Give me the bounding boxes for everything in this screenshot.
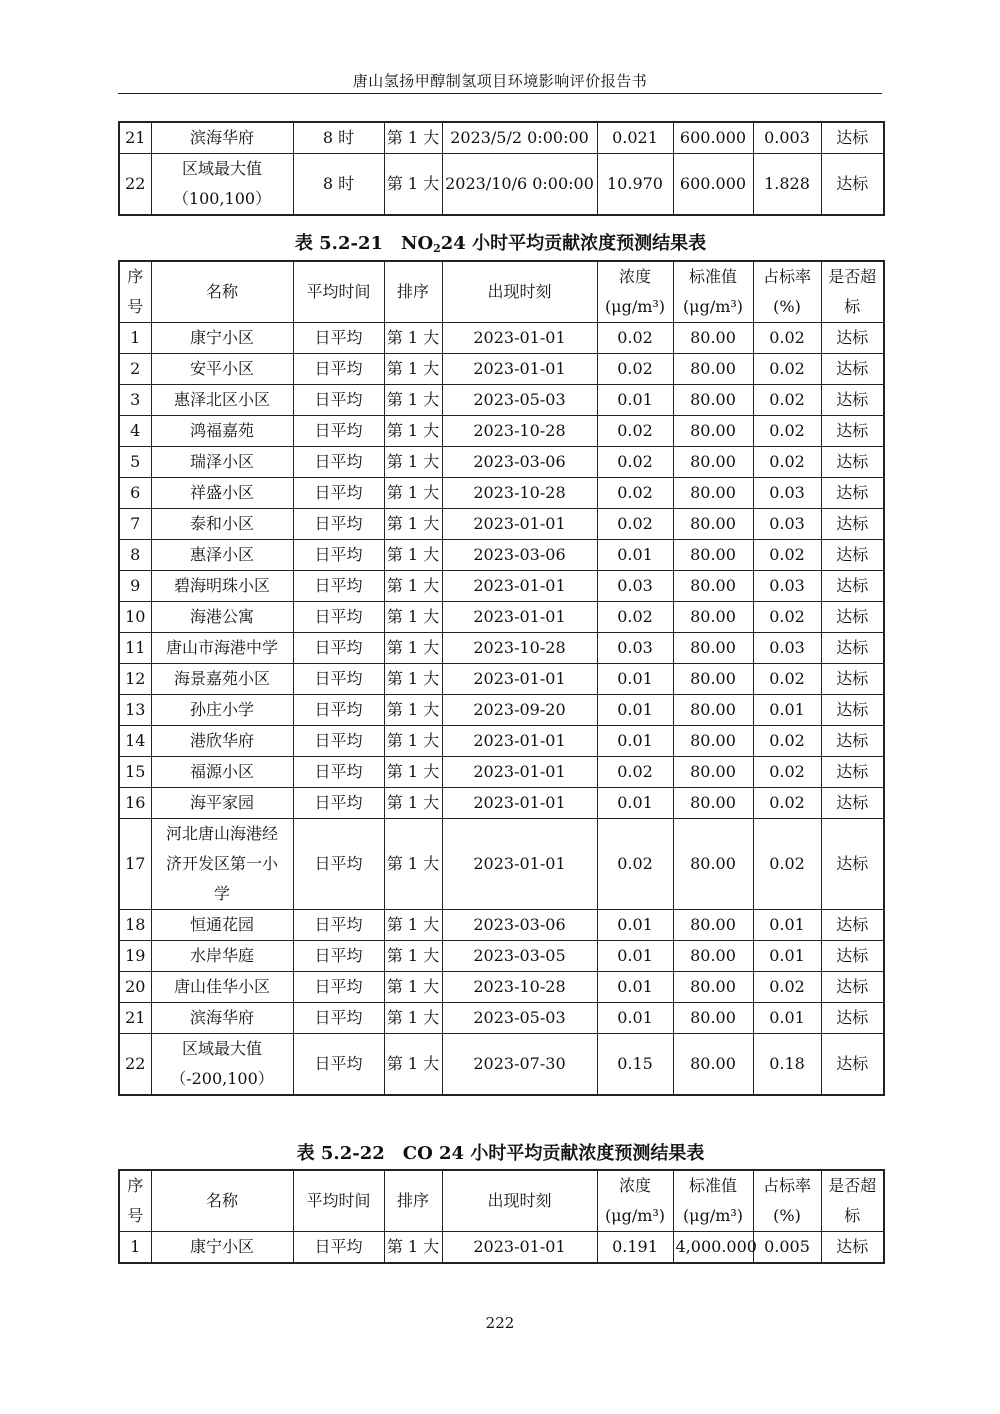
cell-time: 2023-05-03 [442, 385, 597, 416]
cell-rank: 第 1 大 [384, 122, 442, 154]
cell-std: 4,000.000 [673, 1232, 753, 1264]
cell-time: 2023-01-01 [442, 1232, 597, 1264]
column-header-rank: 排序 [384, 261, 442, 323]
cell-rank: 第 1 大 [384, 447, 442, 478]
cell-avg: 日平均 [293, 447, 384, 478]
column-header-name: 名称 [151, 261, 293, 323]
column-header-conc: 浓度 (μg/m³) [597, 1170, 673, 1232]
cell-name: 瑞泽小区 [151, 447, 293, 478]
table-row [119, 540, 884, 571]
table-row [119, 757, 884, 788]
cell-avg: 日平均 [293, 478, 384, 509]
cell-std: 80.00 [673, 354, 753, 385]
cell-ratio: 0.02 [753, 788, 821, 819]
cell-ratio: 0.03 [753, 478, 821, 509]
cell-ratio: 0.02 [753, 385, 821, 416]
table-row [119, 323, 884, 354]
cell-no: 4 [119, 416, 151, 447]
cell-std: 80.00 [673, 416, 753, 447]
cell-name: 区域最大值 （-200,100） [151, 1034, 293, 1096]
cell-rank: 第 1 大 [384, 788, 442, 819]
cell-result: 达标 [821, 571, 884, 602]
cell-ratio: 0.02 [753, 726, 821, 757]
table-row [119, 695, 884, 726]
cell-result: 达标 [821, 941, 884, 972]
cell-conc: 0.02 [597, 509, 673, 540]
cell-std: 80.00 [673, 633, 753, 664]
cell-no: 6 [119, 478, 151, 509]
header-rule [118, 93, 882, 94]
column-header-no: 序 号 [119, 1170, 151, 1232]
table-row [119, 941, 884, 972]
cell-no: 16 [119, 788, 151, 819]
cell-ratio: 0.02 [753, 664, 821, 695]
table-row [119, 1003, 884, 1034]
cell-std: 80.00 [673, 571, 753, 602]
table-continued [118, 121, 885, 216]
table-1-caption: 表 5.2-21 $NO_224$ 小时平均贡献浓度预测结果表 [294, 233, 707, 255]
cell-avg: 日平均 [293, 910, 384, 941]
cell-time: 2023-03-05 [442, 941, 597, 972]
cell-conc: 0.01 [597, 972, 673, 1003]
cell-ratio: 0.03 [753, 509, 821, 540]
cell-avg: 日平均 [293, 540, 384, 571]
cell-result: 达标 [821, 1003, 884, 1034]
cell-no: 2 [119, 354, 151, 385]
column-header-conc: 浓度 (μg/m³) [597, 261, 673, 323]
cell-rank: 第 1 大 [384, 910, 442, 941]
cell-avg: 8 时 [293, 154, 384, 216]
cell-result: 达标 [821, 154, 884, 216]
cell-conc: 0.02 [597, 416, 673, 447]
cell-rank: 第 1 大 [384, 354, 442, 385]
cell-avg: 8 时 [293, 122, 384, 154]
cell-std: 80.00 [673, 509, 753, 540]
cell-name: 唐山佳华小区 [151, 972, 293, 1003]
cell-ratio: 0.003 [753, 122, 821, 154]
cell-std: 80.00 [673, 819, 753, 910]
cell-conc: 0.03 [597, 571, 673, 602]
cell-ratio: 0.01 [753, 910, 821, 941]
table-row [119, 509, 884, 540]
document-header: 唐山氢扬甲醇制氢项目环境影响评价报告书 [352, 72, 648, 90]
cell-result: 达标 [821, 509, 884, 540]
cell-std: 80.00 [673, 540, 753, 571]
cell-ratio: 0.02 [753, 757, 821, 788]
cell-avg: 日平均 [293, 602, 384, 633]
cell-time: 2023-01-01 [442, 757, 597, 788]
cell-name: 唐山市海港中学 [151, 633, 293, 664]
cell-ratio: 0.02 [753, 416, 821, 447]
column-header-ratio: 占标率 (%) [753, 1170, 821, 1232]
cell-ratio: 0.02 [753, 602, 821, 633]
cell-conc: 0.01 [597, 385, 673, 416]
cell-std: 80.00 [673, 941, 753, 972]
cell-std: 80.00 [673, 385, 753, 416]
cell-no: 1 [119, 1232, 151, 1264]
cell-name: 福源小区 [151, 757, 293, 788]
cell-result: 达标 [821, 540, 884, 571]
table-row [119, 602, 884, 633]
cell-name: 泰和小区 [151, 509, 293, 540]
table-row [119, 122, 884, 154]
cell-name: 海平家园 [151, 788, 293, 819]
cell-no: 3 [119, 385, 151, 416]
cell-avg: 日平均 [293, 941, 384, 972]
cell-no: 21 [119, 122, 151, 154]
cell-avg: 日平均 [293, 1034, 384, 1096]
cell-conc: 0.02 [597, 354, 673, 385]
cell-avg: 日平均 [293, 757, 384, 788]
cell-std: 80.00 [673, 726, 753, 757]
cell-result: 达标 [821, 122, 884, 154]
cell-name: 安平小区 [151, 354, 293, 385]
cell-name: 惠泽北区小区 [151, 385, 293, 416]
cell-std: 80.00 [673, 1003, 753, 1034]
cell-avg: 日平均 [293, 571, 384, 602]
cell-avg: 日平均 [293, 633, 384, 664]
cell-rank: 第 1 大 [384, 633, 442, 664]
cell-no: 12 [119, 664, 151, 695]
cell-no: 10 [119, 602, 151, 633]
cell-ratio: 0.02 [753, 819, 821, 910]
cell-conc: 0.02 [597, 602, 673, 633]
cell-avg: 日平均 [293, 1003, 384, 1034]
cell-rank: 第 1 大 [384, 819, 442, 910]
cell-result: 达标 [821, 819, 884, 910]
table-row [119, 571, 884, 602]
table-row [119, 447, 884, 478]
cell-name: 碧海明珠小区 [151, 571, 293, 602]
cell-ratio: 0.01 [753, 941, 821, 972]
cell-no: 20 [119, 972, 151, 1003]
cell-conc: 0.02 [597, 757, 673, 788]
cell-name: 滨海华府 [151, 122, 293, 154]
cell-name: 康宁小区 [151, 323, 293, 354]
column-header-std: 标准值 (μg/m³) [673, 261, 753, 323]
cell-avg: 日平均 [293, 726, 384, 757]
cell-avg: 日平均 [293, 354, 384, 385]
cell-rank: 第 1 大 [384, 941, 442, 972]
table-row [119, 726, 884, 757]
cell-ratio: 0.03 [753, 571, 821, 602]
cell-result: 达标 [821, 664, 884, 695]
cell-result: 达标 [821, 972, 884, 1003]
cell-time: 2023-10-28 [442, 972, 597, 1003]
header-row [119, 1170, 884, 1232]
table-row [119, 633, 884, 664]
cell-std: 80.00 [673, 910, 753, 941]
cell-ratio: 0.03 [753, 633, 821, 664]
cell-conc: 0.191 [597, 1232, 673, 1264]
cell-conc: 0.01 [597, 941, 673, 972]
cell-avg: 日平均 [293, 416, 384, 447]
table-row [119, 972, 884, 1003]
cell-ratio: 0.02 [753, 323, 821, 354]
cell-no: 14 [119, 726, 151, 757]
cell-time: 2023-07-30 [442, 1034, 597, 1096]
cell-time: 2023-01-01 [442, 788, 597, 819]
cell-time: 2023-10-28 [442, 633, 597, 664]
cell-name: 康宁小区 [151, 1232, 293, 1264]
cell-no: 21 [119, 1003, 151, 1034]
cell-no: 13 [119, 695, 151, 726]
cell-time: 2023-01-01 [442, 323, 597, 354]
cell-avg: 日平均 [293, 972, 384, 1003]
cell-conc: 0.021 [597, 122, 673, 154]
cell-std: 80.00 [673, 972, 753, 1003]
cell-conc: 0.03 [597, 633, 673, 664]
cell-result: 达标 [821, 910, 884, 941]
cell-rank: 第 1 大 [384, 416, 442, 447]
column-header-time: 出现时刻 [442, 1170, 597, 1232]
cell-conc: 0.01 [597, 664, 673, 695]
cell-time: 2023-01-01 [442, 726, 597, 757]
cell-name: 海景嘉苑小区 [151, 664, 293, 695]
no2-table [118, 260, 885, 1096]
cell-name: 惠泽小区 [151, 540, 293, 571]
cell-std: 80.00 [673, 1034, 753, 1096]
column-header-result: 是否超 标 [821, 1170, 884, 1232]
cell-rank: 第 1 大 [384, 385, 442, 416]
co-table [118, 1169, 885, 1264]
cell-result: 达标 [821, 447, 884, 478]
cell-ratio: 0.02 [753, 354, 821, 385]
cell-std: 80.00 [673, 323, 753, 354]
cell-std: 80.00 [673, 447, 753, 478]
cell-rank: 第 1 大 [384, 1034, 442, 1096]
cell-rank: 第 1 大 [384, 972, 442, 1003]
cell-conc: 0.01 [597, 726, 673, 757]
table-row [119, 1034, 884, 1096]
column-header-time: 出现时刻 [442, 261, 597, 323]
cell-avg: 日平均 [293, 323, 384, 354]
cell-std: 80.00 [673, 664, 753, 695]
cell-std: 80.00 [673, 695, 753, 726]
cell-time: 2023-03-06 [442, 540, 597, 571]
cell-rank: 第 1 大 [384, 664, 442, 695]
cell-time: 2023-10-28 [442, 416, 597, 447]
cell-no: 9 [119, 571, 151, 602]
cell-time: 2023-05-03 [442, 1003, 597, 1034]
cell-no: 5 [119, 447, 151, 478]
cell-ratio: 0.01 [753, 695, 821, 726]
cell-no: 22 [119, 1034, 151, 1096]
table-2-caption: 表 5.2-22 CO 24 小时平均贡献浓度预测结果表 [296, 1143, 705, 1164]
cell-rank: 第 1 大 [384, 478, 442, 509]
cell-result: 达标 [821, 323, 884, 354]
cell-name: 恒通花园 [151, 910, 293, 941]
cell-no: 7 [119, 509, 151, 540]
cell-time: 2023-01-01 [442, 509, 597, 540]
cell-avg: 日平均 [293, 819, 384, 910]
cell-rank: 第 1 大 [384, 726, 442, 757]
cell-time: 2023-01-01 [442, 819, 597, 910]
cell-no: 18 [119, 910, 151, 941]
cell-ratio: 0.02 [753, 972, 821, 1003]
cell-avg: 日平均 [293, 664, 384, 695]
cell-rank: 第 1 大 [384, 602, 442, 633]
cell-avg: 日平均 [293, 695, 384, 726]
cell-conc: 0.01 [597, 1003, 673, 1034]
cell-rank: 第 1 大 [384, 323, 442, 354]
cell-name: 水岸华庭 [151, 941, 293, 972]
cell-std: 80.00 [673, 788, 753, 819]
cell-conc: 0.02 [597, 323, 673, 354]
cell-time: 2023-10-28 [442, 478, 597, 509]
cell-time: 2023-01-01 [442, 602, 597, 633]
cell-result: 达标 [821, 1034, 884, 1096]
cell-ratio: 0.02 [753, 540, 821, 571]
cell-name: 孙庄小学 [151, 695, 293, 726]
cell-ratio: 1.828 [753, 154, 821, 216]
cell-no: 22 [119, 154, 151, 216]
column-header-result: 是否超 标 [821, 261, 884, 323]
cell-name: 区域最大值 （100,100） [151, 154, 293, 216]
cell-result: 达标 [821, 1232, 884, 1264]
cell-no: 15 [119, 757, 151, 788]
cell-result: 达标 [821, 416, 884, 447]
cell-std: 600.000 [673, 122, 753, 154]
cell-no: 1 [119, 323, 151, 354]
cell-time: 2023-01-01 [442, 664, 597, 695]
column-header-avg: 平均时间 [293, 261, 384, 323]
cell-conc: 0.02 [597, 478, 673, 509]
table-row [119, 385, 884, 416]
cell-time: 2023/10/6 0:00:00 [442, 154, 597, 216]
cell-conc: 0.01 [597, 695, 673, 726]
cell-conc: 0.02 [597, 447, 673, 478]
cell-result: 达标 [821, 757, 884, 788]
column-header-ratio: 占标率 (%) [753, 261, 821, 323]
cell-rank: 第 1 大 [384, 757, 442, 788]
table-row [119, 819, 884, 910]
cell-name: 祥盛小区 [151, 478, 293, 509]
cell-ratio: 0.005 [753, 1232, 821, 1264]
table-row [119, 478, 884, 509]
cell-name: 海港公寓 [151, 602, 293, 633]
cell-ratio: 0.02 [753, 447, 821, 478]
cell-time: 2023-01-01 [442, 354, 597, 385]
cell-time: 2023-03-06 [442, 447, 597, 478]
cell-name: 滨海华府 [151, 1003, 293, 1034]
cell-conc: 0.01 [597, 788, 673, 819]
cell-name: 河北唐山海港经 济开发区第一小 学 [151, 819, 293, 910]
cell-conc: 0.02 [597, 819, 673, 910]
cell-avg: 日平均 [293, 1232, 384, 1264]
cell-no: 19 [119, 941, 151, 972]
cell-avg: 日平均 [293, 509, 384, 540]
cell-no: 8 [119, 540, 151, 571]
cell-result: 达标 [821, 478, 884, 509]
header-row [119, 261, 884, 323]
column-header-no: 序 号 [119, 261, 151, 323]
cell-ratio: 0.01 [753, 1003, 821, 1034]
cell-time: 2023-03-06 [442, 910, 597, 941]
table-row [119, 154, 884, 216]
cell-result: 达标 [821, 354, 884, 385]
cell-ratio: 0.18 [753, 1034, 821, 1096]
cell-std: 600.000 [673, 154, 753, 216]
table-row [119, 354, 884, 385]
cell-conc: 0.15 [597, 1034, 673, 1096]
cell-rank: 第 1 大 [384, 1232, 442, 1264]
cell-conc: 0.01 [597, 910, 673, 941]
cell-time: 2023/5/2 0:00:00 [442, 122, 597, 154]
cell-time: 2023-09-20 [442, 695, 597, 726]
table-row [119, 910, 884, 941]
cell-std: 80.00 [673, 757, 753, 788]
page-number: 222 [485, 1314, 515, 1332]
table-row [119, 788, 884, 819]
column-header-rank: 排序 [384, 1170, 442, 1232]
cell-no: 17 [119, 819, 151, 910]
cell-result: 达标 [821, 695, 884, 726]
column-header-name: 名称 [151, 1170, 293, 1232]
table-row [119, 416, 884, 447]
cell-avg: 日平均 [293, 385, 384, 416]
cell-result: 达标 [821, 633, 884, 664]
column-header-std: 标准值 (μg/m³) [673, 1170, 753, 1232]
cell-conc: 0.01 [597, 540, 673, 571]
cell-avg: 日平均 [293, 788, 384, 819]
cell-std: 80.00 [673, 478, 753, 509]
cell-std: 80.00 [673, 602, 753, 633]
table-row [119, 1232, 884, 1264]
column-header-avg: 平均时间 [293, 1170, 384, 1232]
cell-rank: 第 1 大 [384, 571, 442, 602]
cell-conc: 10.970 [597, 154, 673, 216]
cell-result: 达标 [821, 788, 884, 819]
cell-rank: 第 1 大 [384, 695, 442, 726]
cell-result: 达标 [821, 726, 884, 757]
cell-rank: 第 1 大 [384, 509, 442, 540]
table-row [119, 664, 884, 695]
cell-time: 2023-01-01 [442, 571, 597, 602]
cell-rank: 第 1 大 [384, 154, 442, 216]
cell-rank: 第 1 大 [384, 540, 442, 571]
cell-name: 鸿福嘉苑 [151, 416, 293, 447]
cell-rank: 第 1 大 [384, 1003, 442, 1034]
cell-no: 11 [119, 633, 151, 664]
cell-result: 达标 [821, 385, 884, 416]
cell-name: 港欣华府 [151, 726, 293, 757]
cell-result: 达标 [821, 602, 884, 633]
